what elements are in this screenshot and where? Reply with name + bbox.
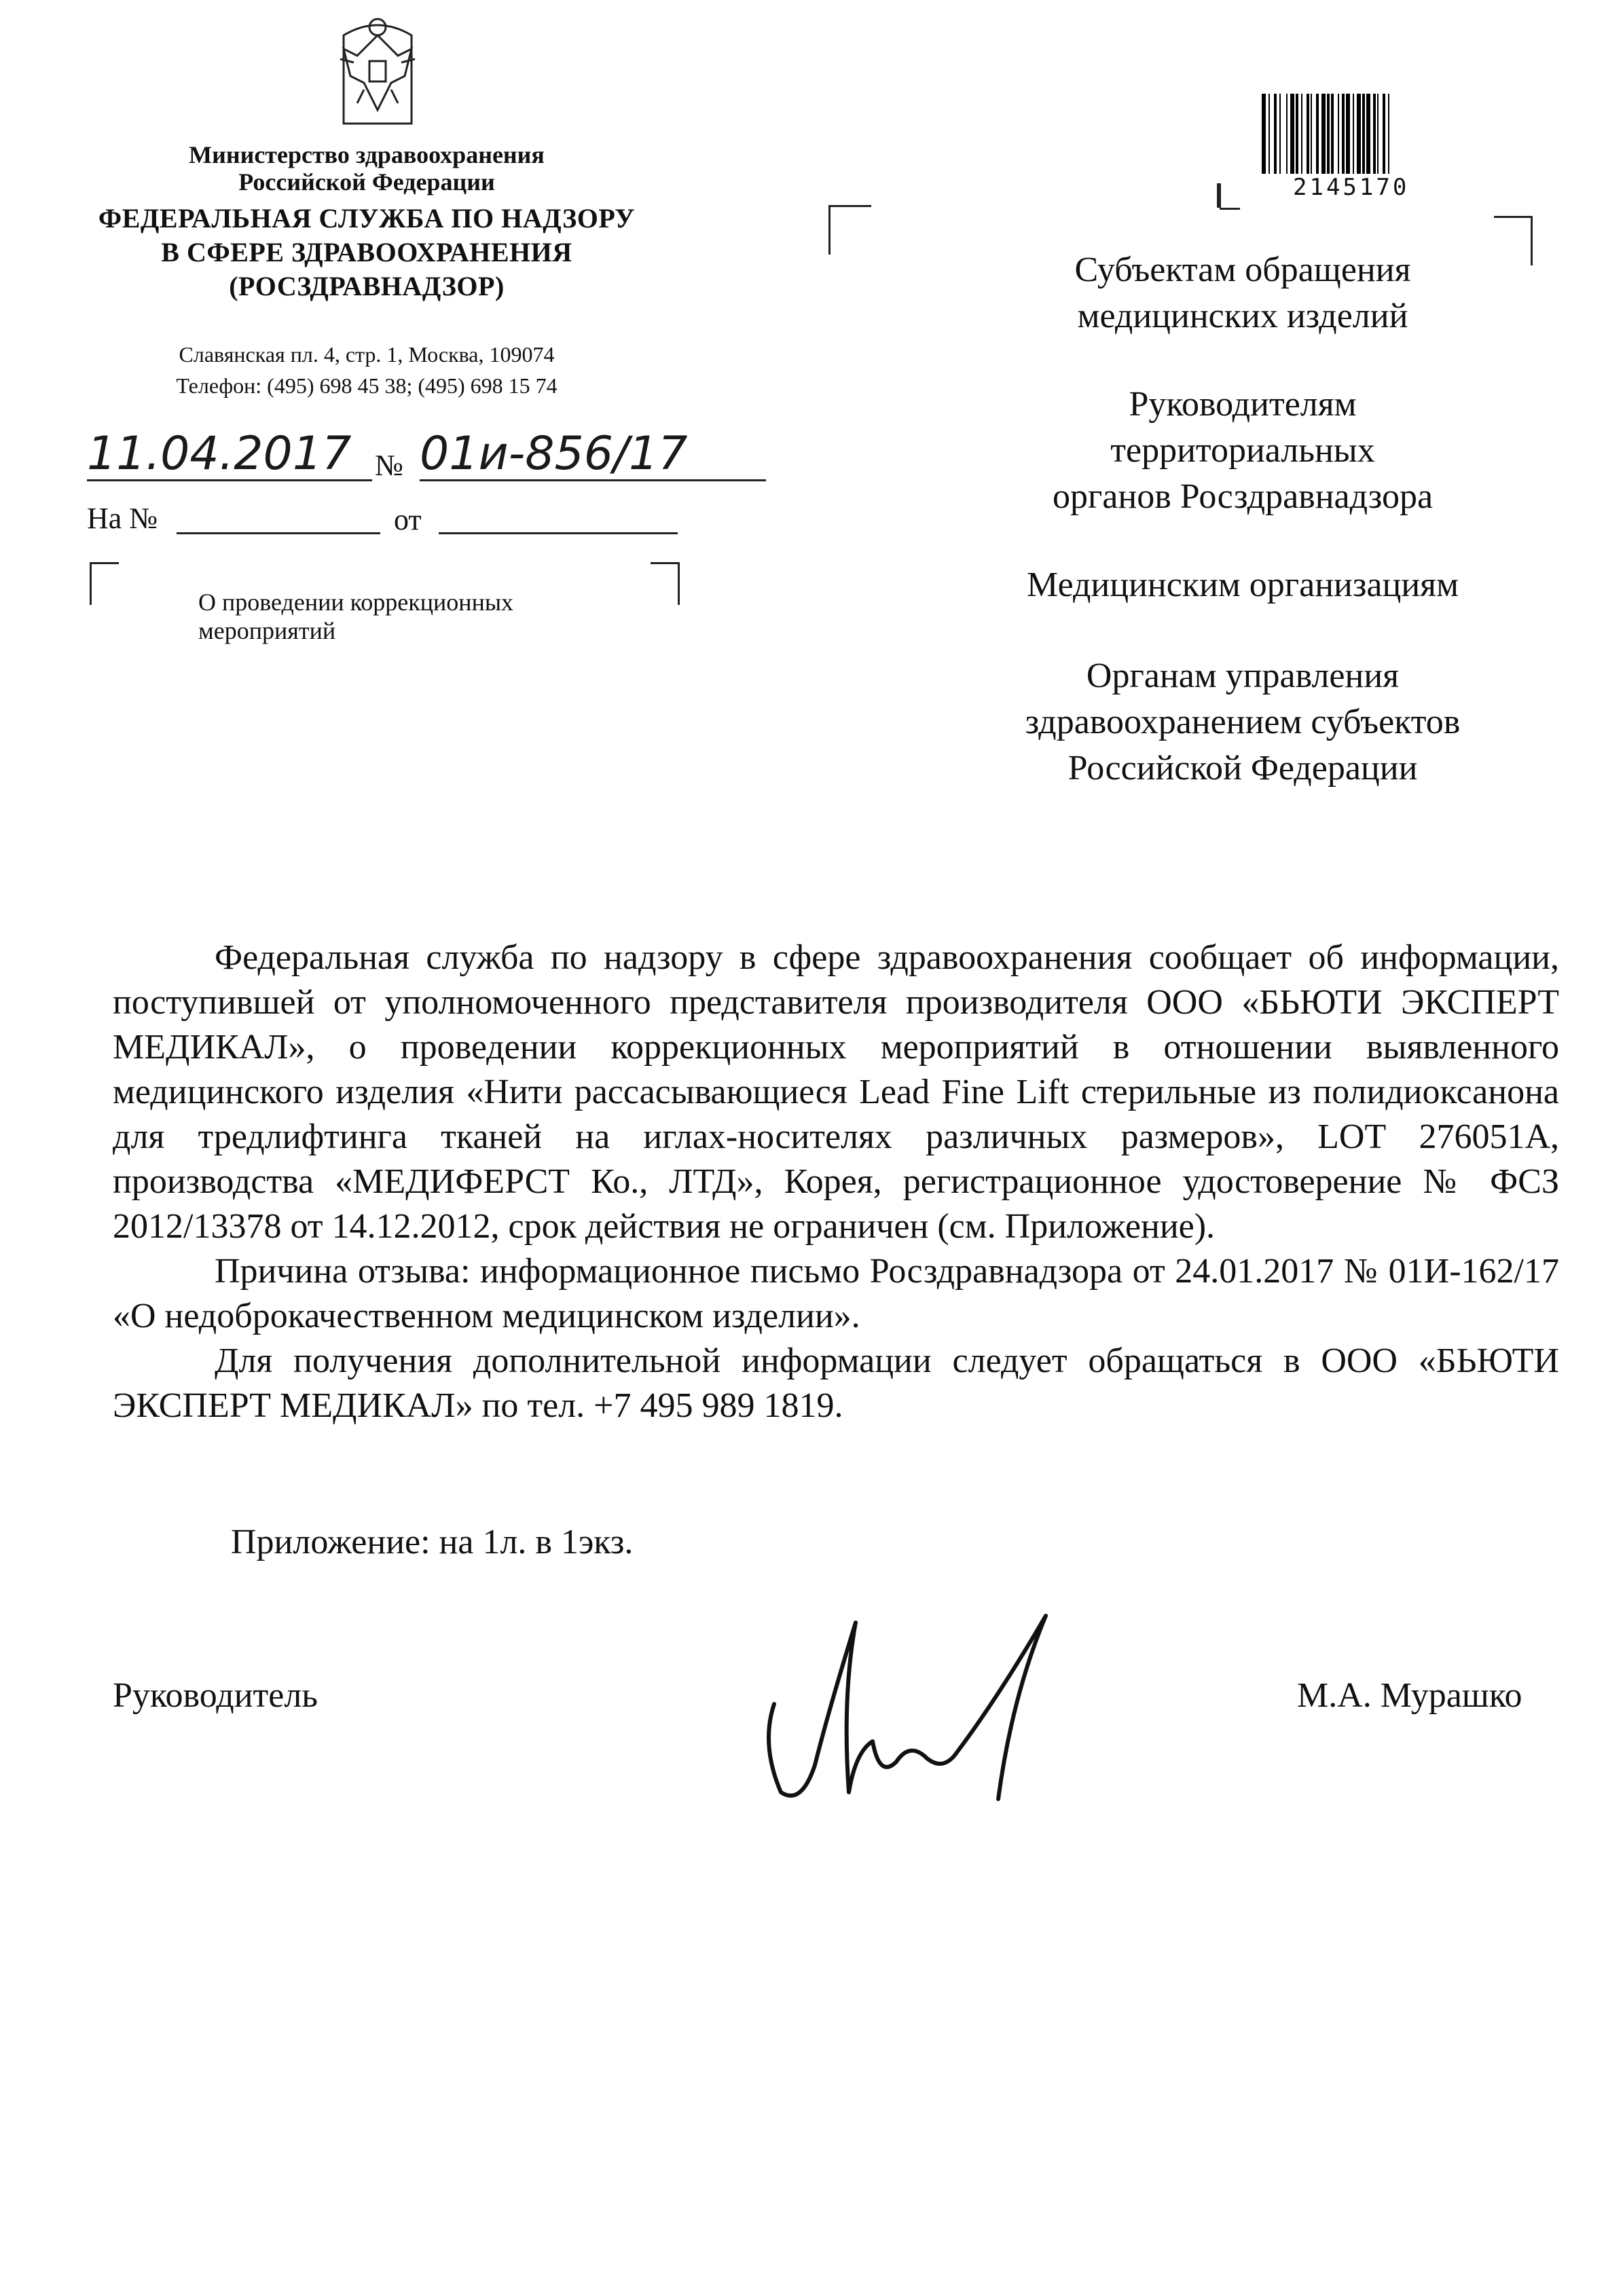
barcode — [1262, 94, 1472, 174]
recipient-group — [903, 562, 1582, 608]
barcode-bar — [1373, 94, 1376, 174]
phone: Телефон: (495) 698 45 38; (495) 698 15 74 — [176, 373, 558, 398]
barcode-bar — [1383, 94, 1385, 174]
recipient-line: Органам управления — [1086, 656, 1400, 695]
recipient-line: Российской Федерации — [1067, 749, 1418, 788]
barcode-bar — [1357, 94, 1361, 174]
recipient-line: территориальных — [1110, 431, 1375, 470]
recipient-line: Субъектам обращения — [1074, 251, 1411, 289]
barcode-tick-base — [1220, 208, 1240, 210]
ministry-name-line2: Российской Федерации — [238, 168, 495, 196]
barcode-bar — [1327, 94, 1330, 174]
letter-body — [113, 936, 1559, 1428]
barcode-bar — [1366, 94, 1370, 174]
barcode-bar — [1388, 94, 1389, 174]
recipient-group — [903, 653, 1582, 792]
body-paragraph-1: Федеральная служба по надзору в сфере здравоохранения сообщает об информации, поступившей от уполномоченного представителя производителя ООО «БЬЮТИ ЭКСПЕРТ МЕДИКАЛ», о проведении коррекционных мероприятий в отношении выявленного медицинского изделия «Нити рассасывающиеся Lead Fine Lift стерильные из полидиоксанона для тредлифтинга тканей на иглах-носителях различных размеров», LOT 276051A, производства «МЕДИФЕРСТ Ко., ЛТД», Корея, регистрационное удостоверение № ФСЗ 2012/13378 от 14.12.2012, срок действия не ограничен (см. Приложение). — [113, 938, 1559, 1246]
recipient-line: здравоохранением субъектов — [1025, 703, 1461, 741]
barcode-bar — [1353, 94, 1354, 174]
reply-number-label: На № — [87, 502, 158, 535]
barcode-bar — [1269, 94, 1270, 174]
coat-of-arms-emblem-icon — [316, 8, 439, 130]
barcode-bar — [1307, 94, 1309, 174]
subject-corner-left — [90, 562, 119, 605]
barcode-bar — [1296, 94, 1298, 174]
barcode-bar — [1274, 94, 1277, 174]
subject-line2: мероприятий — [198, 617, 336, 644]
barcode-number: 2145170 — [1293, 174, 1410, 201]
handwritten-signature-icon — [754, 1589, 1066, 1813]
body-paragraph-2: Причина отзыва: информационное письмо Росздравнадзора от 24.01.2017 № 01И-162/17 «О недоброкачественном медицинском изделии». — [113, 1252, 1559, 1335]
signatory-name: М.А. Мурашко — [1297, 1676, 1522, 1715]
reply-from-label: от — [394, 503, 422, 536]
barcode-bar — [1311, 94, 1312, 174]
recipient-group — [903, 382, 1582, 520]
barcode-bar — [1342, 94, 1345, 174]
subject-line1: О проведении коррекционных — [198, 589, 514, 616]
reply-from-field — [439, 532, 678, 534]
address: Славянская пл. 4, стр. 1, Москва, 109074 — [179, 342, 555, 367]
recipient-group — [903, 247, 1582, 339]
ministry-name-line1: Министерство здравоохранения — [189, 141, 545, 168]
barcode-bar — [1301, 94, 1302, 174]
barcode-bar — [1338, 94, 1339, 174]
service-name-line2: В СФЕРЕ ЗДРАВООХРАНЕНИЯ — [161, 237, 572, 267]
barcode-bar — [1262, 94, 1266, 174]
barcode-bar — [1346, 94, 1350, 174]
barcode-bar — [1321, 94, 1326, 174]
barcode-bar — [1316, 94, 1319, 174]
registration-number: 01и-856/17 — [420, 429, 766, 481]
recipient-corner-left — [828, 205, 871, 255]
recipient-line: медицинских изделий — [1077, 297, 1408, 335]
reply-number-field — [177, 532, 380, 534]
recipient-line: органов Росздравнадзора — [1052, 477, 1434, 516]
barcode-bar — [1290, 94, 1294, 174]
barcode-bar — [1377, 94, 1379, 174]
subject — [198, 588, 513, 645]
barcode-bar — [1331, 94, 1334, 174]
barcode-tick — [1217, 183, 1221, 208]
recipient-line: Руководителям — [1129, 385, 1357, 424]
body-paragraph-3: Для получения дополнительной информации следует обращаться в ООО «БЬЮТИ ЭКСПЕРТ МЕДИКАЛ» по тел. +7 495 989 1819. — [113, 1341, 1559, 1425]
signatory-position: Руководитель — [113, 1676, 318, 1715]
barcode-bar — [1362, 94, 1365, 174]
recipient-line: Медицинским организациям — [1027, 566, 1459, 604]
service-name-line3: (РОСЗДРАВНАДЗОР) — [229, 271, 505, 301]
barcode-bar — [1279, 94, 1281, 174]
attachment-note: Приложение: на 1л. в 1экз. — [231, 1523, 634, 1561]
service-name-line1: ФЕДЕРАЛЬНАЯ СЛУЖБА ПО НАДЗОРУ — [98, 203, 636, 234]
number-sign: № — [375, 449, 403, 482]
registration-date: 11.04.2017 — [87, 429, 372, 481]
barcode-bar — [1286, 94, 1288, 174]
subject-corner-right — [651, 562, 680, 605]
